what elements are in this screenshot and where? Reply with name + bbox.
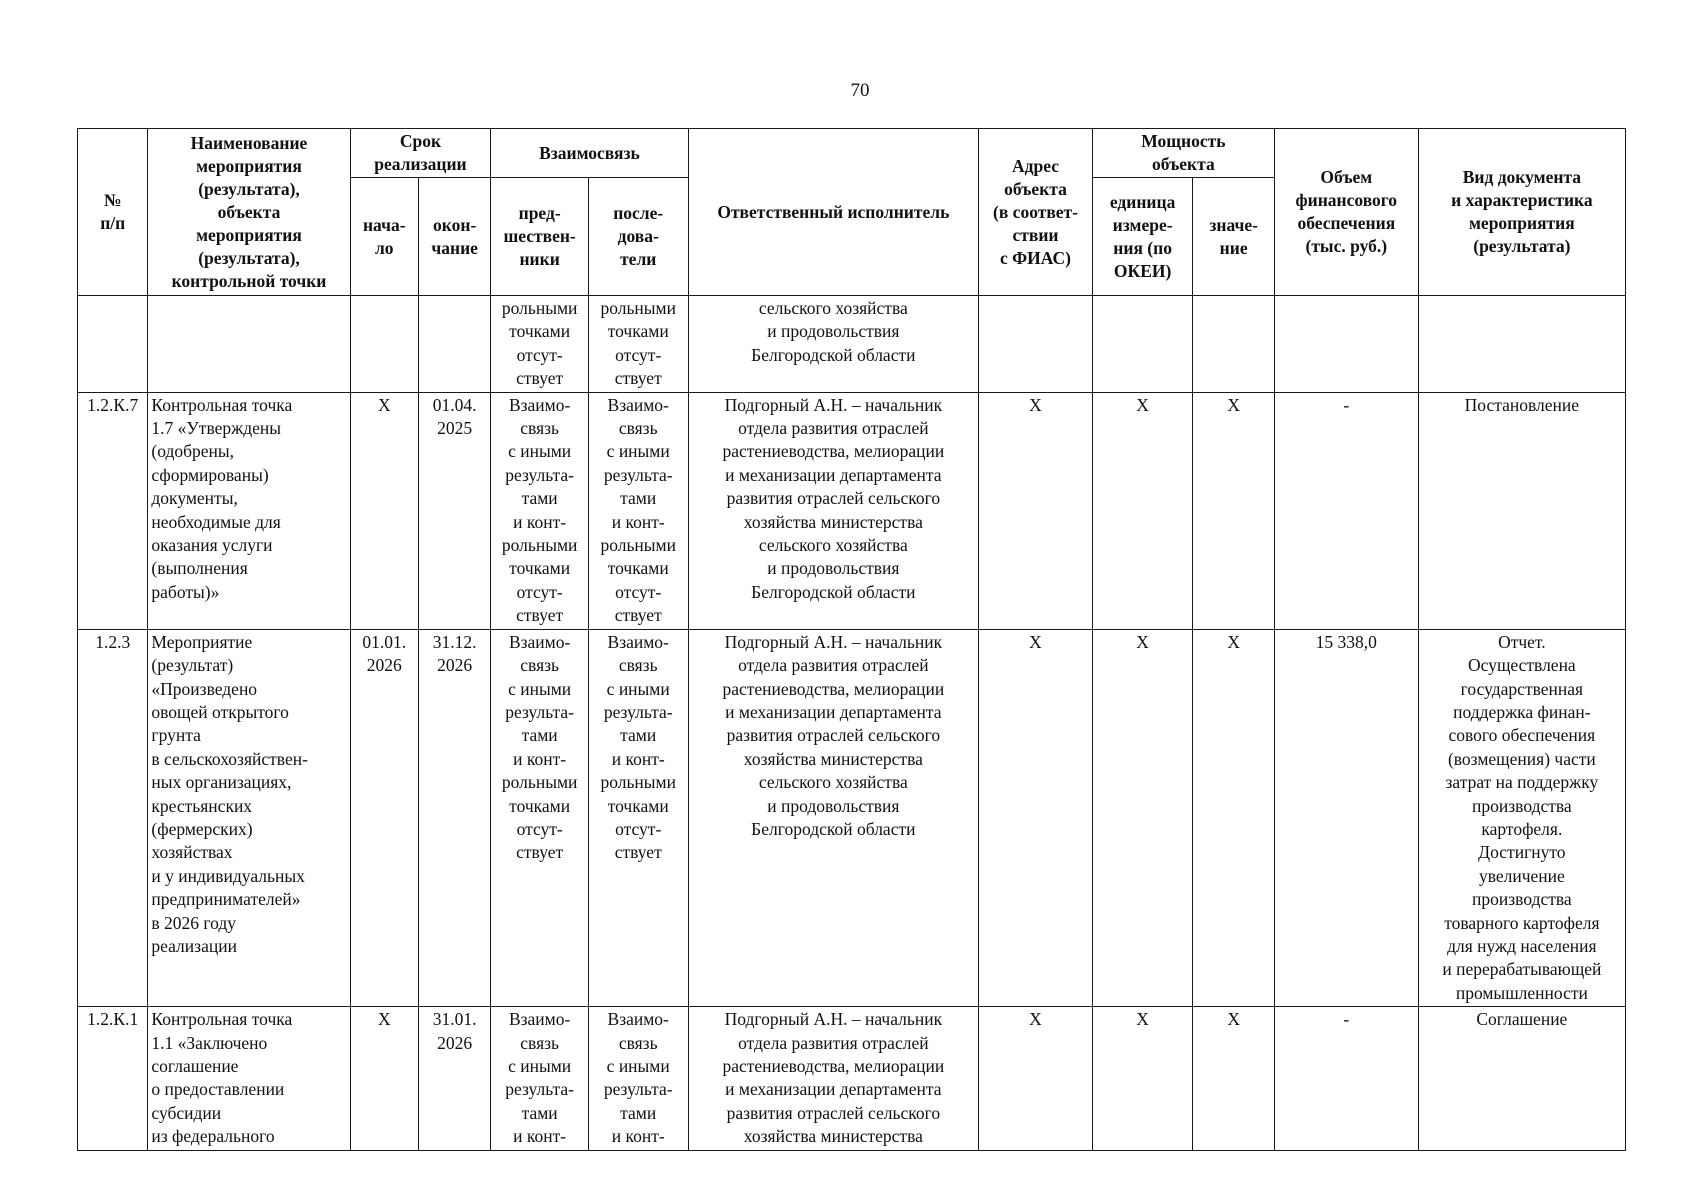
cell-value: X [1193, 1007, 1274, 1150]
table-row [78, 392, 1626, 629]
cell-prev: Взаимо- связь с иными результа- тами и конт- рольными точками отсут- ствует [491, 392, 589, 629]
cell-end: 01.04. 2025 [418, 392, 490, 629]
header-relation: Взаимосвязь [491, 129, 688, 178]
header-finance: Объем финансового обеспечения (тыс. руб.) [1274, 129, 1418, 296]
cell-end: 31.12. 2026 [418, 629, 490, 1007]
header-name: Наименование мероприятия (результата), объекта мероприятия (результата), контрольной точки [148, 129, 350, 296]
cell-next: рольными точками отсут- ствует [588, 296, 688, 393]
cell-unit: X [1092, 1007, 1193, 1150]
cell-num: 1.2.К.7 [78, 392, 148, 629]
cell-doc [1418, 296, 1625, 393]
activities-table [77, 128, 1626, 1151]
cell-value: X [1193, 629, 1274, 1007]
cell-num [78, 296, 148, 393]
cell-prev: рольными точками отсут- ствует [491, 296, 589, 393]
cell-finance: - [1274, 392, 1418, 629]
cell-start: X [350, 392, 418, 629]
cell-unit: X [1092, 392, 1193, 629]
header-capacity: Мощность объекта [1092, 129, 1274, 178]
header-num: № п/п [78, 129, 148, 296]
cell-name [148, 296, 350, 393]
header-address: Адрес объекта (в соответ- ствии с ФИАС) [979, 129, 1093, 296]
cell-address: X [979, 392, 1093, 629]
cell-finance: 15 338,0 [1274, 629, 1418, 1007]
header-capacity-unit: единица измере- ния (по ОКЕИ) [1092, 178, 1193, 296]
cell-next: Взаимо- связь с иными результа- тами и конт- [588, 1007, 688, 1150]
cell-responsible: сельского хозяйства и продовольствия Белгородской области [688, 296, 979, 393]
cell-end: 31.01. 2026 [418, 1007, 490, 1150]
cell-finance [1274, 296, 1418, 393]
cell-value [1193, 296, 1274, 393]
page-number: 70 [850, 80, 870, 101]
cell-num: 1.2.К.1 [78, 1007, 148, 1150]
cell-doc: Соглашение [1418, 1007, 1625, 1150]
header-capacity-value: значе- ние [1193, 178, 1274, 296]
cell-next: Взаимо- связь с иными результа- тами и конт- рольными точками отсут- ствует [588, 392, 688, 629]
header-period-end: окон- чание [418, 178, 490, 296]
cell-start: X [350, 1007, 418, 1150]
cell-value: X [1193, 392, 1274, 629]
cell-address: X [979, 1007, 1093, 1150]
cell-address [979, 296, 1093, 393]
cell-start: 01.01. 2026 [350, 629, 418, 1007]
cell-prev: Взаимо- связь с иными результа- тами и конт- рольными точками отсут- ствует [491, 629, 589, 1007]
header-responsible: Ответственный исполнитель [688, 129, 979, 296]
cell-next: Взаимо- связь с иными результа- тами и конт- рольными точками отсут- ствует [588, 629, 688, 1007]
header-period: Срок реализации [350, 129, 491, 178]
cell-unit [1092, 296, 1193, 393]
cell-end [418, 296, 490, 393]
cell-finance: - [1274, 1007, 1418, 1150]
cell-responsible: Подгорный А.Н. – начальник отдела развития отраслей растениеводства, мелиорации и механизации департамента развития отраслей сельского хозяйства министерства сельского хозяйства и продовольствия Белгородской области [688, 629, 979, 1007]
header-relation-prev: пред- шествен- ники [491, 178, 589, 296]
header-doc-type: Вид документа и характеристика мероприятия (результата) [1418, 129, 1625, 296]
cell-name: Контрольная точка 1.1 «Заключено соглашение о предоставлении субсидии из федерального [148, 1007, 350, 1150]
table-row [78, 629, 1626, 1007]
cell-doc: Постановление [1418, 392, 1625, 629]
cell-doc: Отчет. Осуществлена государственная поддержка финан- сового обеспечения (возмещения) части затрат на поддержку производства картофеля. Достигнуто увеличение производства товарного картофеля для нужд населения и перерабатывающей промышленности [1418, 629, 1625, 1007]
cell-name: Мероприятие (результат) «Произведено овощей открытого грунта в сельскохозяйствен- ных организациях, крестьянских (фермерских) хозяйствах и у индивидуальных предпринимателей» в 2026 году реализации [148, 629, 350, 1007]
cell-unit: X [1092, 629, 1193, 1007]
header-period-start: нача- ло [350, 178, 418, 296]
header-relation-next: после- дова- тели [588, 178, 688, 296]
cell-start [350, 296, 418, 393]
cell-prev: Взаимо- связь с иными результа- тами и конт- [491, 1007, 589, 1150]
cell-num: 1.2.3 [78, 629, 148, 1007]
table-row [78, 296, 1626, 393]
cell-responsible: Подгорный А.Н. – начальник отдела развития отраслей растениеводства, мелиорации и механизации департамента развития отраслей сельского хозяйства министерства сельского хозяйства и продовольствия Белгородской области [688, 392, 979, 629]
cell-address: X [979, 629, 1093, 1007]
cell-responsible: Подгорный А.Н. – начальник отдела развития отраслей растениеводства, мелиорации и механизации департамента развития отраслей сельского хозяйства министерства [688, 1007, 979, 1150]
cell-name: Контрольная точка 1.7 «Утверждены (одобрены, сформированы) документы, необходимые для оказания услуги (выполнения работы)» [148, 392, 350, 629]
table-row [78, 1007, 1626, 1150]
